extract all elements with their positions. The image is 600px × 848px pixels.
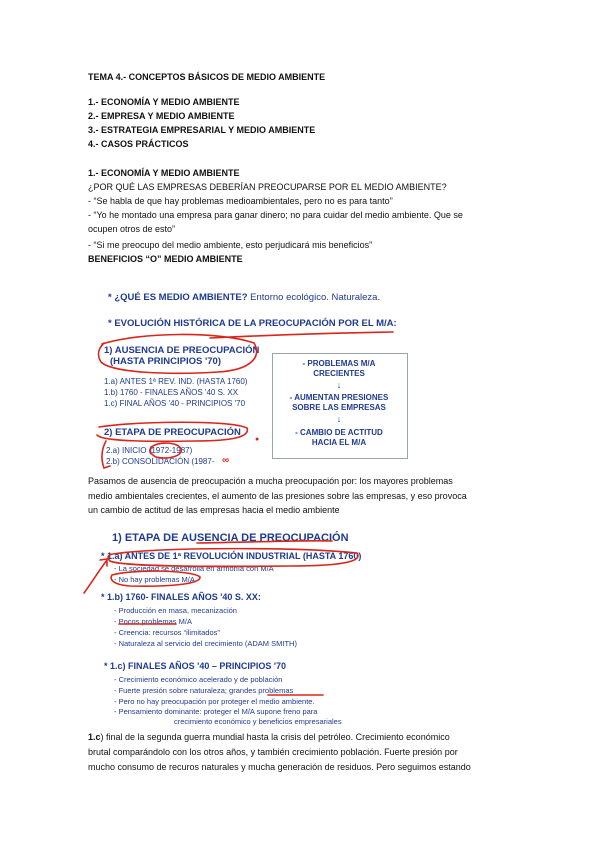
slide1-question-2: * EVOLUCIÓN HISTÓRICA DE LA PREOCUPACIÓN POR EL M/A: <box>108 318 397 329</box>
index-item: 4.- CASOS PRÁCTICOS <box>88 139 189 149</box>
infinity-mark: ∞ <box>222 455 230 466</box>
index-item: 1.- ECONOMÍA Y MEDIO AMBIENTE <box>88 97 240 107</box>
slide2-item: - No hay problemas M/A <box>114 575 195 584</box>
index-item: 2.- EMPRESA Y MEDIO AMBIENTE <box>88 111 235 121</box>
flow-step: - AUMENTAN PRESIONES SOBRE LAS EMPRESAS <box>289 393 389 412</box>
slide1-question-1: * ¿QUÉ ES MEDIO AMBIENTE? Entorno ecológico. Naturaleza. <box>108 292 381 303</box>
slide2-section-b: * 1.b) 1760- FINALES AÑOS '40 S. XX: <box>101 592 261 602</box>
stage1-item: 1.b) 1760 - FINALES AÑOS '40 S. XX <box>104 388 239 397</box>
paragraph-line: medio ambientales crecientes, el aumento de las presiones sobre las empresas, y eso provoca <box>88 491 467 501</box>
slide2-item: - La sociedad se desarrolla en armonía con M/A <box>114 564 274 573</box>
stage2-title: 2) ETAPA DE PREOCUPACIÓN <box>104 427 241 438</box>
slide2-item: - Producción en masa, mecanización <box>114 606 237 615</box>
slide2-item: - Pensamiento dominante: proteger el M/A supone freno para <box>114 707 318 716</box>
slide2-item: - Crecimiento económico acelerado y de población <box>114 675 283 684</box>
stage1-title: 1) AUSENCIA DE PREOCUPACIÓN <box>104 345 260 356</box>
slide2-item: - Pero no hay preocupación por proteger el medio ambiente. <box>114 697 315 706</box>
quote-line: - “Se habla de que hay problemas medioambientales, pero no es para tanto” <box>88 196 393 206</box>
stage2-item: 2.b) CONSOLIDACIÓN (1987- <box>106 457 215 466</box>
flow-step: - PROBLEMAS M/A CRECIENTES <box>302 359 376 378</box>
paragraph-line: 1.c) final de la segunda guerra mundial hasta la crisis del petróleo. Crecimiento económico <box>88 732 450 742</box>
slide2-section-a: * 1.a) ANTES DE 1ª REVOLUCIÓN INDUSTRIAL (HASTA 1760) <box>101 551 362 561</box>
stage1-item: 1.c) FINAL AÑOS '40 - PRINCIPIOS '70 <box>104 399 246 408</box>
question-text: ¿POR QUÉ LAS EMPRESAS DEBERÍAN PREOCUPARSE POR EL MEDIO AMBIENTE? <box>88 182 447 192</box>
slide2-item: - Creencia: recursos “ilimitados” <box>114 628 220 637</box>
paragraph-line: mucho consumo de recuros naturales y mucha generación de residuos. Pero seguimos estando <box>88 762 471 772</box>
paragraph-line: Pasamos de ausencia de preocupación a mucha preocupación por: los mayores problemas <box>88 476 453 486</box>
flow-arrow: ↓ <box>336 414 342 424</box>
slide2-item: - Pocos problemas M/A <box>114 617 192 626</box>
quote-line: - “Yo he montado una empresa para ganar dinero; no para cuidar del medio ambiente. Que se <box>88 210 463 220</box>
slide2-title: 1) ETAPA DE AUSENCIA DE PREOCUPACIÓN <box>112 532 349 544</box>
stage1-subtitle: (HASTA PRINCIPIOS '70) <box>110 356 221 367</box>
slide2-section-c: * 1.c) FINALES AÑOS '40 – PRINCIPIOS '70 <box>104 661 286 671</box>
doc-title: TEMA 4.- CONCEPTOS BÁSICOS DE MEDIO AMBIENTE <box>88 72 326 82</box>
slide2-item: - Naturaleza al servicio del crecimiento (ADAM SMITH) <box>114 639 297 648</box>
stage2-item: 2.a) INICIO (1972-1987) <box>106 446 193 455</box>
benefits-heading: BENEFICIOS “O” MEDIO AMBIENTE <box>88 254 243 264</box>
paragraph-line: brutal comparándolo con los otros años, y también crecimiento población. Fuerte presión por <box>88 747 458 757</box>
quote-line: ocupen otros de esto” <box>88 224 176 234</box>
section-heading: 1.- ECONOMÍA Y MEDIO AMBIENTE <box>88 168 240 178</box>
paragraph-line: un cambio de actitud de las empresas hacia el medio ambiente <box>88 505 340 515</box>
stage1-item: 1.a) ANTES 1ª REV. IND. (HASTA 1760) <box>104 377 248 386</box>
slide2-item: crecimiento económico y beneficios empresariales <box>174 717 342 726</box>
quote-line: - “Si me preocupo del medio ambiente, esto perjudicará mis beneficios” <box>88 240 373 250</box>
bullet-mark: ● <box>255 436 260 443</box>
slide2-item: - Fuerte presión sobre naturaleza; grandes problemas <box>114 686 294 695</box>
flow-arrow: ↓ <box>336 380 342 390</box>
flow-step: - CAMBIO DE ACTITUD HACIA EL M/A <box>295 428 383 447</box>
index-item: 3.- ESTRATEGIA EMPRESARIAL Y MEDIO AMBIENTE <box>88 125 316 135</box>
